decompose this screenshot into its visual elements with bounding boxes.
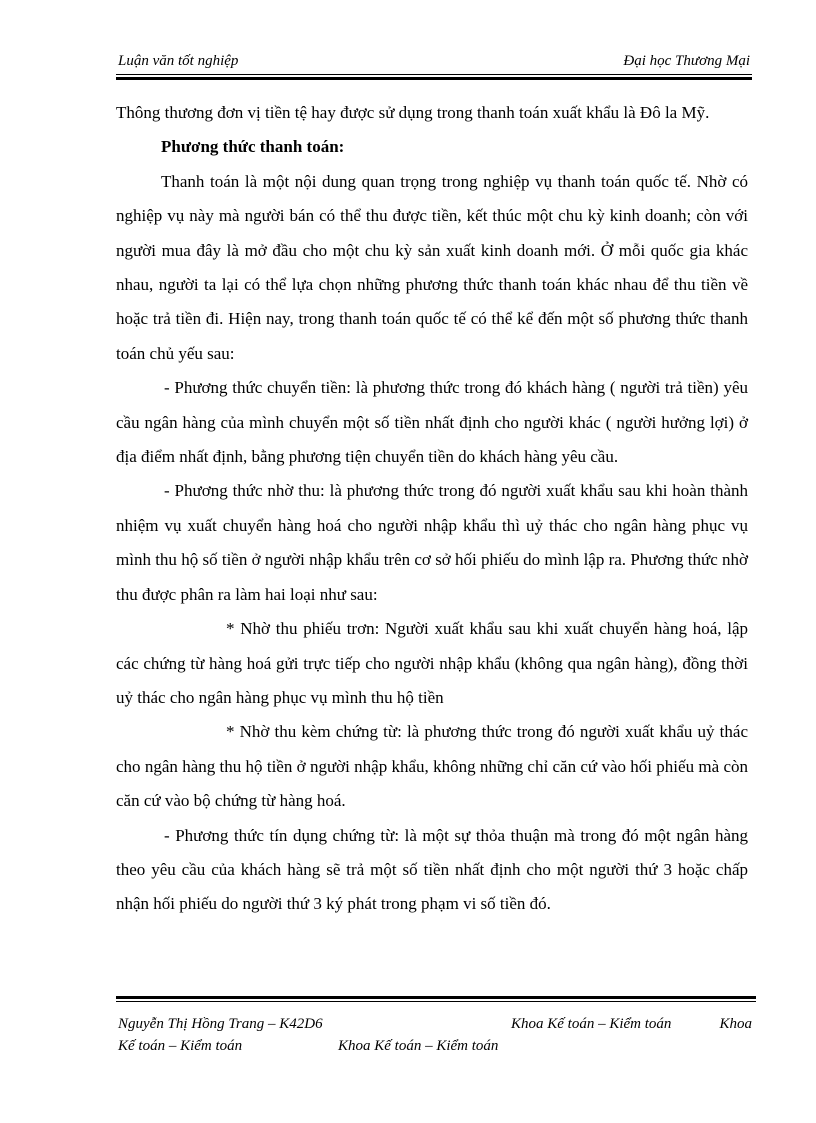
footer-author: Nguyễn Thị Hồng Trang – K42D6 bbox=[118, 1016, 323, 1032]
paragraph-payment-intro: Thanh toán là một nội dung quan trọng trong nghiệp vụ thanh toán quốc tế. Nhờ có nghiệp vụ này mà người bán có thể thu được tiền, kết thúc một chu kỳ kinh doanh; còn với người mua đây là mở đầu cho một chu kỳ sản xuất kinh doanh mới. Ở mỗi quốc gia khác nhau, người ta lại có thể lựa chọn những phương thức thanh toán khác nhau để thu tiền về hoặc trả tiền đi. Hiện nay, trong thanh toán quốc tế có thể kể đến một số phương thức thanh toán chủ yếu sau: bbox=[116, 171, 748, 363]
page-header bbox=[116, 50, 752, 78]
page-footer bbox=[116, 996, 756, 1066]
footer-department-start: Khoa bbox=[719, 1016, 752, 1032]
paragraph-currency: Thông thương đơn vị tiền tệ hay được sử dụng trong thanh toán xuất khẩu là Đô la Mỹ. bbox=[116, 103, 710, 122]
paragraph-documentary-collection: * Nhờ thu kèm chứng từ: là phương thức trong đó người xuất khẩu uỷ thác cho ngân hàng thu hộ tiền ở người nhập khẩu, không những chỉ căn cứ vào hối phiếu mà còn căn cứ vào bộ chứng từ hàng hoá. bbox=[116, 722, 748, 811]
section-heading-payment-methods: Phương thức thanh toán: bbox=[161, 137, 345, 157]
footer-rule-thick bbox=[116, 996, 756, 999]
paragraph-collection-method: - Phương thức nhờ thu: là phương thức trong đó người xuất khẩu sau khi hoàn thành nhiệm vụ xuất chuyển hàng hoá cho người nhập khẩu thì uỷ thác cho ngân hàng phục vụ mình thu hộ số tiền ở người nhập khẩu trên cơ sở hối phiếu do mình lập ra. Phương thức nhờ thu được phân ra làm hai loại như sau: bbox=[116, 481, 748, 604]
paragraph-letter-of-credit: - Phương thức tín dụng chứng từ: là một sự thỏa thuận mà trong đó một ngân hàng theo yêu cầu của khách hàng sẽ trả một số tiền nhất định cho một người thứ 3 hoặc chấp nhận hối phiếu do người thứ 3 ký phát trong phạm vi số tiền đó. bbox=[116, 825, 748, 914]
paragraph-transfer-method: - Phương thức chuyển tiền: là phương thức trong đó khách hàng ( người trả tiền) yêu cầu ngân hàng của mình chuyển một số tiền nhất định cho người khác ( người hưởng lợi) ở địa điểm nhất định, bằng phương tiện chuyển tiền do khách hàng yêu cầu. bbox=[116, 378, 748, 467]
paragraph-clean-collection: * Nhờ thu phiếu trơn: Người xuất khẩu sau khi xuất chuyển hàng hoá, lập các chứng từ hàng hoá gửi trực tiếp cho người nhập khẩu (không qua ngân hàng), đồng thời uỷ thác cho ngân hàng phục vụ mình thu hộ tiền bbox=[116, 619, 748, 707]
header-rule-thick bbox=[116, 77, 752, 80]
footer-department: Khoa Kế toán – Kiểm toán bbox=[511, 1016, 672, 1032]
footer-department-end: Kế toán – Kiểm toán bbox=[118, 1038, 243, 1054]
page-body bbox=[116, 96, 748, 922]
header-rule-thin bbox=[116, 74, 752, 75]
footer-rule-thin bbox=[116, 1001, 756, 1002]
header-thesis-label: Luận văn tốt nghiệp bbox=[118, 53, 239, 69]
footer-department-repeat: Khoa Kế toán – Kiểm toán bbox=[338, 1038, 499, 1054]
header-university: Đại học Thương Mại bbox=[623, 53, 750, 69]
